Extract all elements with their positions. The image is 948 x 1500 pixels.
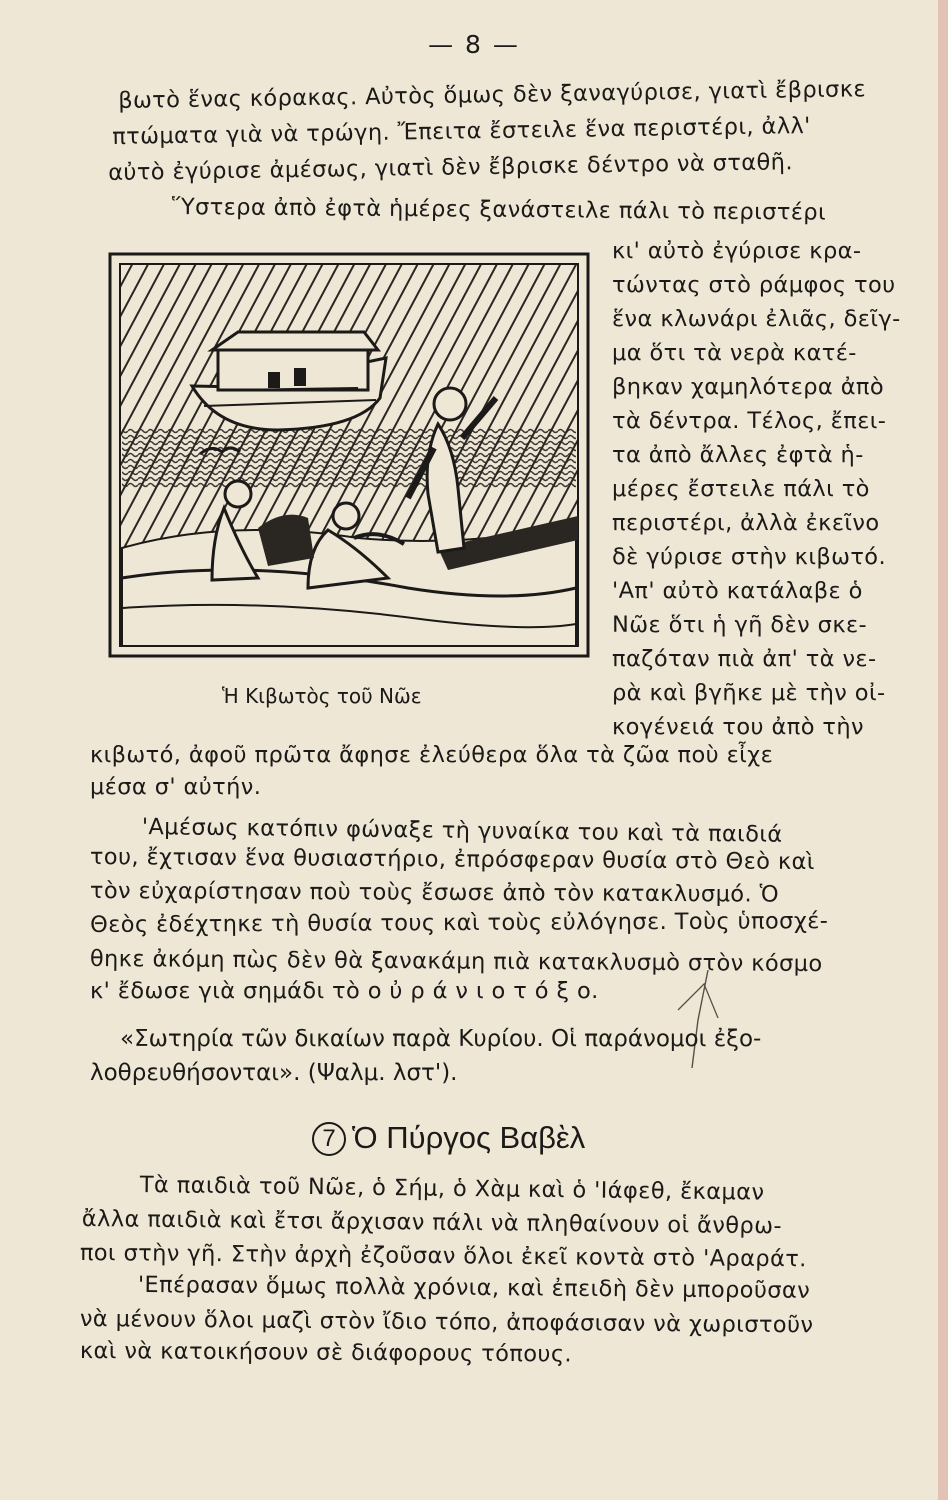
text-line: περιστέρι, ἀλλὰ ἐκεῖνο [612, 510, 880, 536]
text-line: 'Επέρασαν ὅμως πολλὰ χρόνια, καὶ ἐπειδὴ δὲν μποροῦσαν [137, 1272, 811, 1304]
text-line: ἕνα κλωνάρι ἐλιᾶς, δεῖγ- [612, 306, 901, 332]
ark-engraving [108, 248, 594, 666]
text-line: 'Αμέσως κατόπιν φώναξε τὴ γυναίκα του καὶ τὰ παιδιά [141, 814, 783, 848]
text-line: βηκαν χαμηλότερα ἀπὸ [612, 374, 885, 400]
text-line: δὲ γύρισε στὴν κιβωτό. [612, 544, 887, 570]
text-line: του, ἔχτισαν ἕνα θυσιαστήριο, ἐπρόσφεραν θυσία στὸ Θεὸ καὶ [89, 844, 815, 876]
section-title: Ὁ Πύργος Βαβὲλ [352, 1120, 586, 1155]
ark-illustration [108, 248, 594, 666]
text-line: ποι στὴν γῆ. Στὴν ἀρχὴ ἐζοῦσαν ὅλοι ἐκεῖ κοντὰ στὸ 'Αραράτ. [79, 1240, 807, 1273]
text-line: Νῶε ὅτι ἡ γῆ δὲν σκε- [612, 612, 868, 638]
text-line: τὰ δέντρα. Τέλος, ἔπει- [612, 408, 887, 434]
ark-shape [192, 332, 386, 430]
text-line: μέρες ἔστειλε πάλι τὸ [612, 476, 870, 502]
text-line: Ὕστερα ἀπὸ ἐφτὰ ἡμέρες ξανάστειλε πάλι τὸ περιστέρι [171, 194, 827, 226]
text-line: Θεὸς ἐδέχτηκε τὴ θυσία τους καὶ τοὺς εὐλόγησε. Τοὺς ὑποσχέ- [90, 908, 829, 938]
text-line: τα ἀπὸ ἄλλες ἐφτὰ ἡ- [612, 442, 864, 468]
text-line: πτώματα γιὰ νὰ τρώγη. Ἔπειτα ἔστειλε ἕνα περιστέρι, ἀλλ' [112, 113, 811, 150]
text-line: Τὰ παιδιὰ τοῦ Νῶε, ὁ Σήμ, ὁ Χὰμ καὶ ὁ 'Ιάφεθ, ἔκαμαν [139, 1172, 765, 1206]
text-line: τώντας στὸ ράμφος του [612, 272, 896, 298]
text-line: τὸν εὐχαρίστησαν ποὺ τοὺς ἔσωσε ἀπὸ τὸν κατακλυσμό. Ὁ [89, 878, 780, 908]
text-line: ἄλλα παιδιὰ καὶ ἔτσι ἄρχισαν πάλι νὰ πληθαίνουν οἱ ἄνθρω- [81, 1206, 783, 1240]
psalm-quote-line: «Σωτηρία τῶν δικαίων παρὰ Κυρίου. Οἱ παράνομοι ἐξο- [120, 1026, 762, 1052]
figure-caption: Ἡ Κιβωτὸς τοῦ Νῶε [222, 684, 422, 708]
text-line: 'Απ' αὐτὸ κατάλαβε ὁ [612, 578, 863, 604]
text-line: κογένειά του ἀπὸ τὴν [612, 714, 864, 740]
text-line: κι' αὐτὸ ἐγύρισε κρα- [612, 238, 862, 264]
text-line: κ' ἔδωσε γιὰ σημάδι τὸ ο ὐ ρ ά ν ι ο τ ό ξ ο. [90, 978, 599, 1004]
text-line: καὶ νὰ κατοικήσουν σὲ διάφορους τόπους. [79, 1338, 573, 1368]
text-line: νὰ μένουν ὅλοι μαζὶ στὸν ἴδιο τόπο, ἀποφάσισαν νὰ χωριστοῦν [79, 1306, 814, 1339]
section-heading [312, 1120, 585, 1156]
page-number: — 8 — [428, 30, 520, 59]
text-line: κιβωτό, ἀφοῦ πρῶτα ἄφησε ἐλεύθερα ὅλα τὰ ζῶα ποὺ εἶχε [90, 742, 774, 768]
section-number: 7 [312, 1122, 346, 1156]
text-line: αὐτὸ ἐγύρισε ἀμέσως, γιατὶ δὲν ἔβρισκε δέντρο νὰ σταθῆ. [108, 149, 794, 186]
text-line: μα ὅτι τὰ νερὰ κατέ- [612, 340, 857, 366]
page-edge-stain [938, 0, 948, 1500]
text-line: μέσα σ' αὐτήν. [90, 774, 262, 800]
text-line: θηκε ἀκόμη πὼς δὲν θὰ ξανακάμη πιὰ κατακλυσμὸ στὸν κόσμο [89, 946, 823, 978]
text-line: παζόταν πιὰ ἀπ' τὰ νε- [612, 646, 877, 672]
psalm-quote-line: λοθρευθήσονται». (Ψαλμ. λστ'). [90, 1060, 458, 1086]
pencil-mark [668, 960, 748, 1080]
text-line: βωτὸ ἕνας κόρακας. Αὐτὸς ὅμως δὲν ξαναγύρισε, γιατὶ ἔβρισκε [118, 76, 867, 114]
text-line: ρὰ καὶ βγῆκε μὲ τὴν οἰ- [612, 680, 886, 706]
